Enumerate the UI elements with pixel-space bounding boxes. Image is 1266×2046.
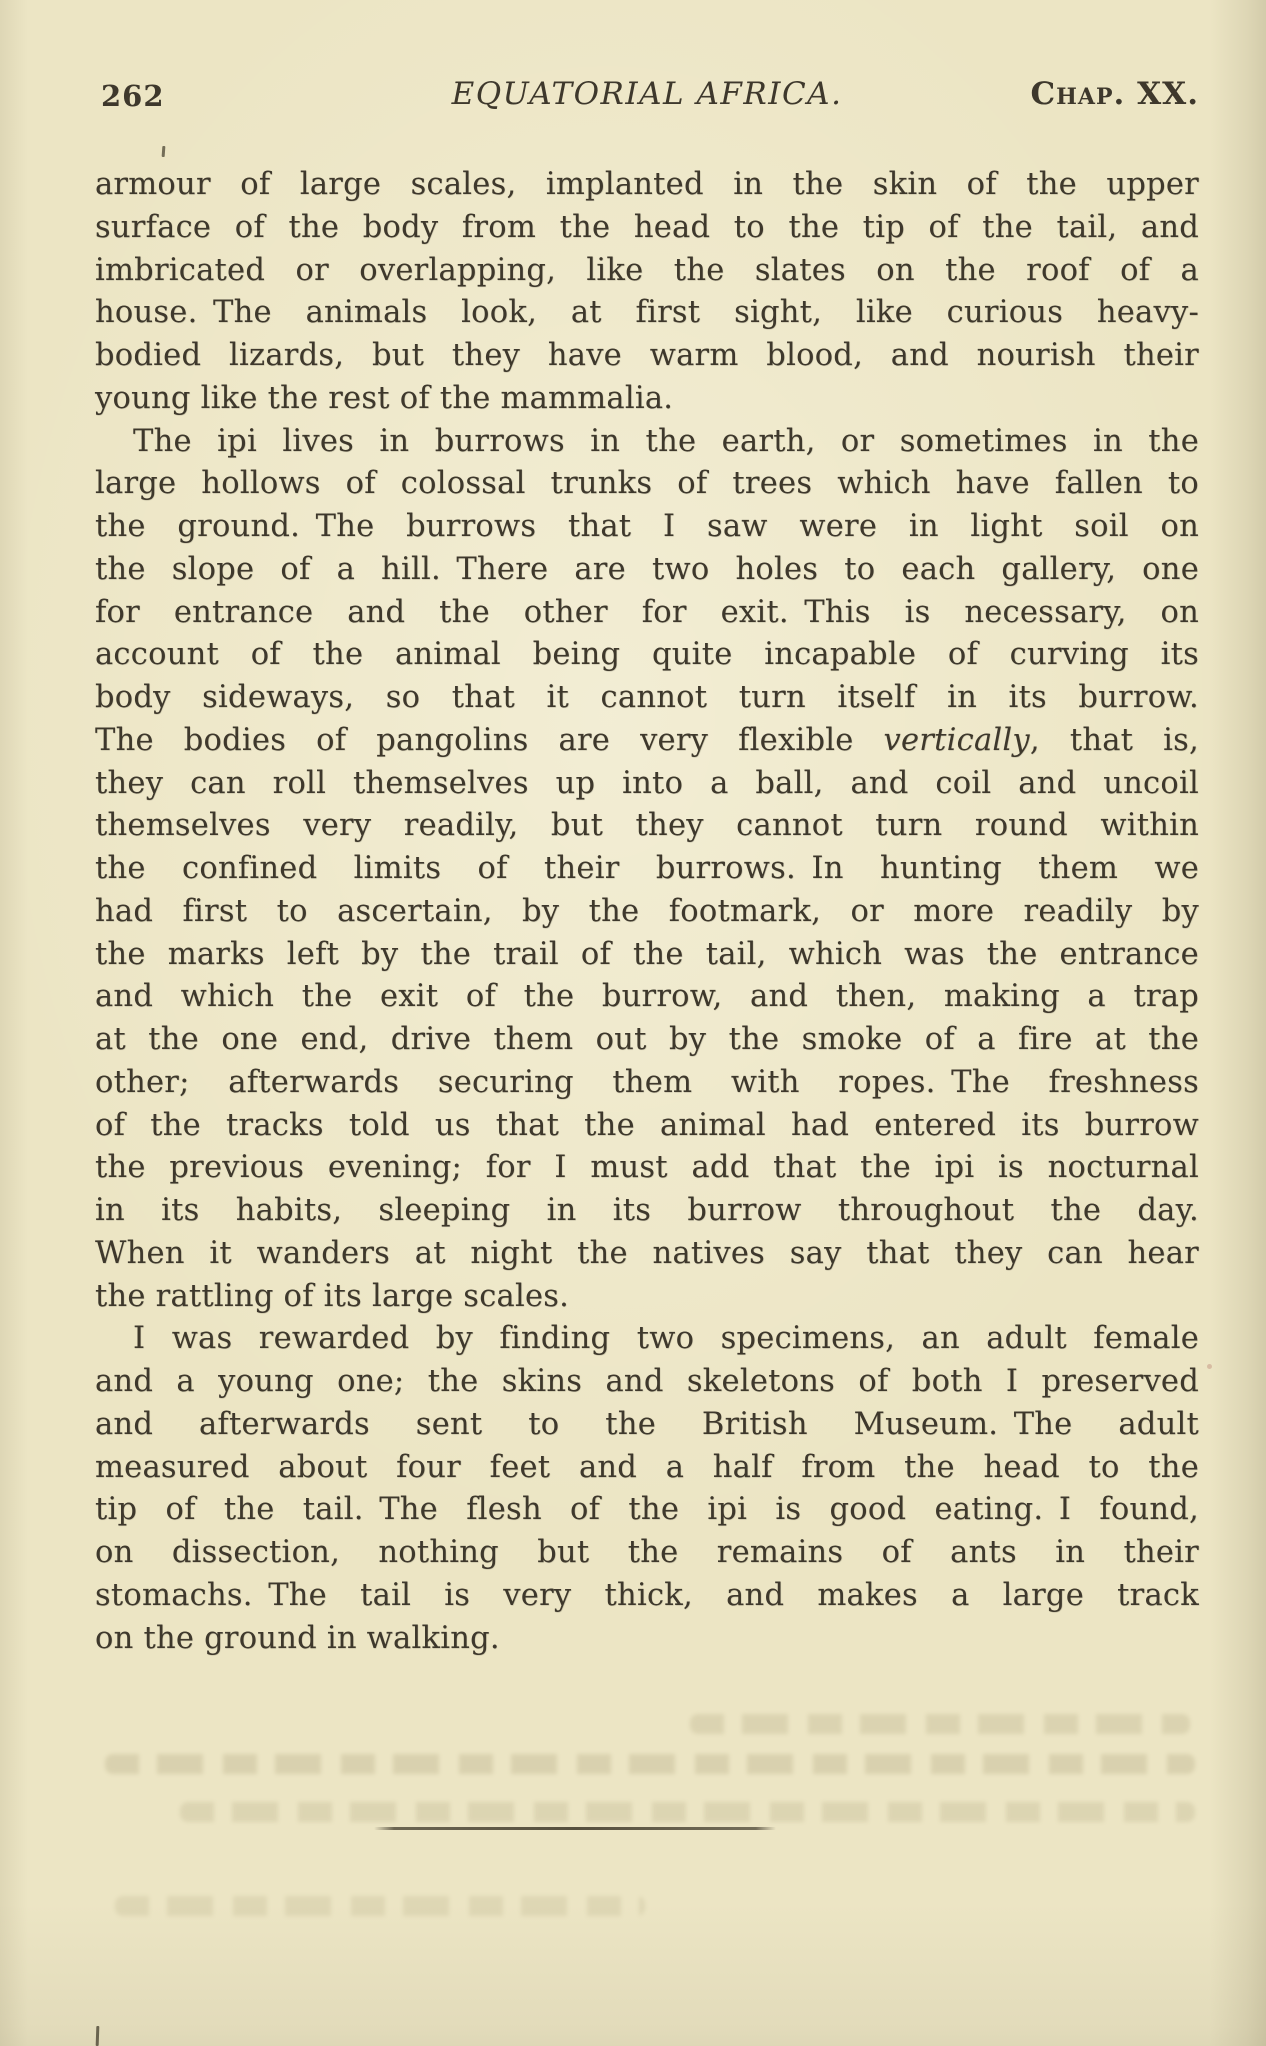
- text-line: large hollows of colossal trunks of trees which have fallen to: [95, 466, 1199, 502]
- text-line: of the tracks told us that the animal had entered its burrow: [95, 1107, 1199, 1143]
- text-line: the confined limits of their burrows. In hunting them we: [95, 851, 1199, 886]
- text-line: account of the animal being quite incapable of curving its: [95, 637, 1199, 673]
- chapter-label: Chap. XX.: [1030, 76, 1199, 112]
- ink-speck: [1207, 1364, 1212, 1369]
- section-end-rule: [374, 1827, 776, 1830]
- text-line: the ground. The burrows that I saw were in light soil on: [95, 509, 1199, 544]
- text-line: had first to ascertain, by the footmark, or more readily by: [95, 893, 1199, 929]
- text-line: and which the exit of the burrow, and then, making a trap: [95, 979, 1199, 1015]
- text-block: [95, 164, 1199, 1660]
- text-line: in its habits, sleeping in its burrow throughout the day.: [95, 1193, 1199, 1228]
- running-title: EQUATORIAL AFRICA.: [451, 76, 843, 112]
- text-line: When it wanders at night the natives say that they can hear: [95, 1235, 1199, 1271]
- text-line: measured about four feet and a half from the head to the: [95, 1449, 1199, 1485]
- text-line: imbricated or overlapping, like the slates on the roof of a: [95, 252, 1199, 288]
- text-line: stomachs. The tail is very thick, and makes a large track: [95, 1577, 1199, 1613]
- text-line: themselves very readily, but they cannot turn round within: [95, 808, 1199, 844]
- text-line: the rattling of its large scales.: [95, 1278, 570, 1314]
- showthrough-smudge: [180, 1802, 1195, 1822]
- text-line: for entrance and the other for exit. This is necessary, on: [95, 594, 1199, 630]
- text-line: tip of the tail. The flesh of the ipi is good eating. I found,: [95, 1492, 1199, 1528]
- text-line: and afterwards sent to the British Museum. The adult: [95, 1406, 1199, 1442]
- text-line: other; afterwards securing them with ropes. The freshness: [95, 1064, 1199, 1100]
- text-line: on dissection, nothing but the remains of ants in their: [95, 1535, 1199, 1570]
- text-line: the marks left by the trail of the tail, which was the entrance: [95, 936, 1199, 972]
- text-line: surface of the body from the head to the tip of the tail, and: [95, 209, 1199, 245]
- text-line: they can roll themselves up into a ball, and coil and uncoil: [95, 765, 1199, 801]
- text-line: armour of large scales, implanted in the skin of the upper: [95, 167, 1199, 202]
- showthrough-smudge: [105, 1754, 1195, 1774]
- italic-word: vertically: [883, 722, 1030, 758]
- text-line: The ipi lives in burrows in the earth, or sometimes in the: [133, 423, 1199, 459]
- text-line: the previous evening; for I must add that the ipi is nocturnal: [95, 1150, 1199, 1186]
- page-number: 262: [101, 79, 165, 113]
- text-line: at the one end, drive them out by the smoke of a fire at the: [95, 1022, 1199, 1057]
- ink-speck: [96, 2026, 100, 2046]
- showthrough-smudge: [115, 1896, 645, 1916]
- text-line: body sideways, so that it cannot turn itself in its burrow.: [95, 680, 1199, 715]
- text-line: house. The animals look, at first sight, like curious heavy-: [95, 295, 1199, 331]
- text-line: young like the rest of the mammalia.: [95, 380, 674, 416]
- text-line: on the ground in walking.: [95, 1620, 500, 1656]
- showthrough-smudge: [690, 1714, 1190, 1734]
- text-line: and a young one; the skins and skeletons of both I preserved: [95, 1364, 1199, 1399]
- ink-speck: [162, 146, 166, 157]
- text-line: bodied lizards, but they have warm blood, and nourish their: [95, 338, 1199, 373]
- text-line: I was rewarded by finding two specimens, an adult female: [133, 1321, 1199, 1357]
- text-line: The bodies of pangolins are very flexible vertically, that is,: [95, 722, 1200, 758]
- text-line: the slope of a hill. There are two holes to each gallery, one: [95, 551, 1199, 587]
- page-header: [95, 76, 1199, 118]
